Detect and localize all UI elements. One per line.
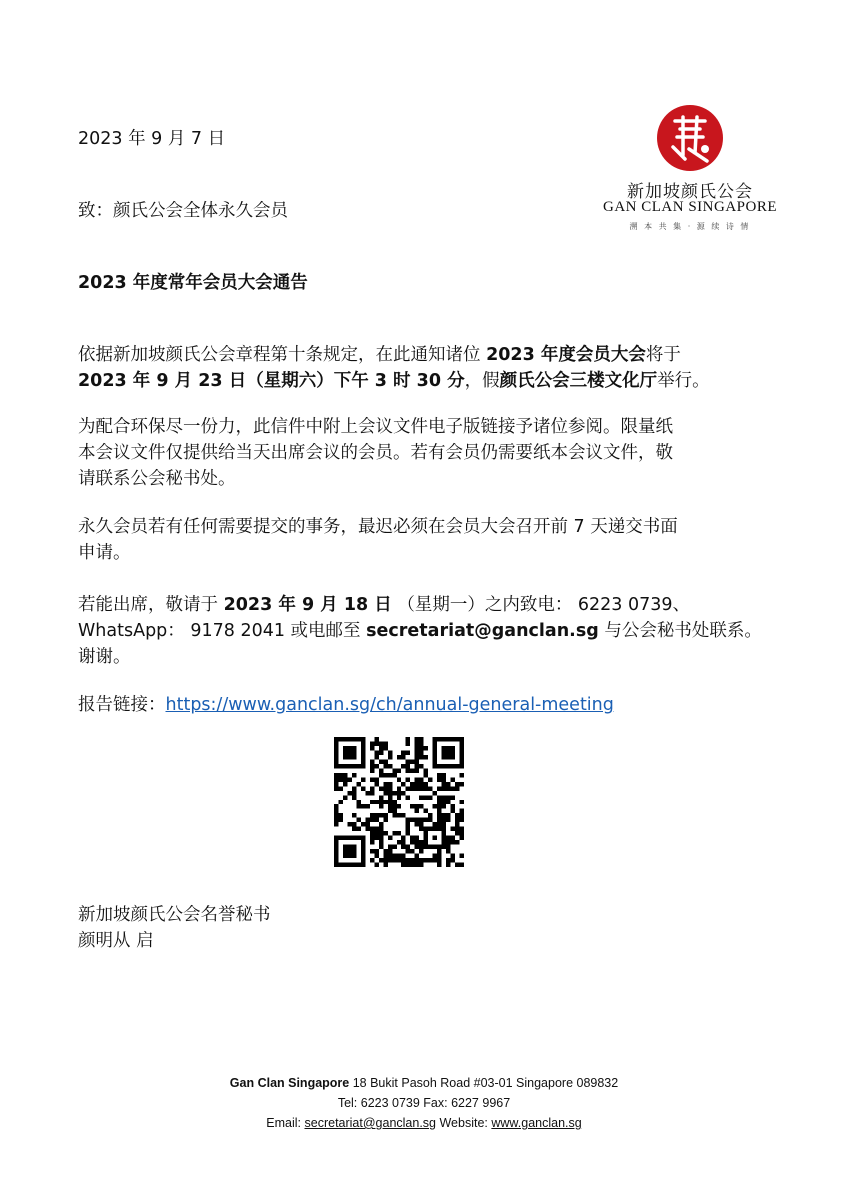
p4-d: WhatsApp： 9178 2041 或电邮至 <box>78 621 367 641</box>
p4-b: 2023 年 9 月 18 日 <box>223 595 392 615</box>
p4-line1 <box>78 592 778 618</box>
p1-e: ，假 <box>464 371 500 391</box>
p1-line2 <box>78 368 778 394</box>
report-link-label: 报告链接： <box>78 695 166 715</box>
p2-l3: 请联系公会秘书处。 <box>78 469 236 489</box>
p1-a: 依据新加坡颜氏公会章程第十条规定，在此通知诸位 <box>78 345 487 365</box>
report-link-line <box>78 692 614 718</box>
footer-email-link[interactable]: secretariat@ganclan.sg <box>304 1116 437 1130</box>
p4-line2 <box>78 618 778 644</box>
p3-l2: 申请。 <box>78 543 131 563</box>
letter-recipient: 致：颜氏公会全体永久会员 <box>78 201 288 221</box>
p1-line1 <box>78 342 778 368</box>
p1-c: 将于 <box>645 345 681 365</box>
p1-d: 2023 年 9 月 23 日（星期六）下午 3 时 30 分 <box>78 371 465 391</box>
logo <box>600 95 780 245</box>
p1-b: 2023 年度会员大会 <box>486 345 646 365</box>
p1-g: 举行。 <box>657 371 710 391</box>
footer-tel-fax: Tel: 6223 0739 Fax: 6227 9967 <box>337 1096 511 1110</box>
logo-name-en: GAN CLAN SINGAPORE <box>602 199 777 215</box>
logo-name-zh: 新加坡颜氏公会 <box>627 182 753 202</box>
paragraph-eco <box>78 414 778 492</box>
signature-name: 颜明从 启 <box>78 931 154 951</box>
footer-address: 18 Bukit Pasoh Road #03-01 Singapore 089832 <box>349 1076 619 1090</box>
footer-website-label: Website: <box>436 1116 492 1130</box>
p4-c: （星期一）之内致电： 6223 0739、 <box>391 595 691 615</box>
letter-subject: 2023 年度常年会员大会通告 <box>78 273 308 293</box>
report-link[interactable]: https://www.ganclan.sg/ch/annual-general-meeting <box>165 695 614 715</box>
footer-address-line <box>0 1074 848 1093</box>
p4-thanks: 谢谢。 <box>78 647 131 667</box>
p1-f: 颜氏公会三楼文化厅 <box>499 371 658 391</box>
paragraph-agm-notice <box>78 342 778 394</box>
p4-email: secretariat@ganclan.sg <box>366 621 599 641</box>
seal-logo-icon <box>655 103 725 173</box>
p2-l1: 为配合环保尽一份力，此信件中附上会议文件电子版链接予诸位参阅。限量纸 <box>78 417 673 437</box>
footer-org: Gan Clan Singapore <box>229 1076 350 1090</box>
letter-date: 2023 年 9 月 7 日 <box>78 129 226 149</box>
qr-code-icon[interactable] <box>334 737 464 867</box>
p2-l2: 本会议文件仅提供给当天出席会议的会员。若有会员仍需要纸本会议文件，敬 <box>78 443 673 463</box>
p3-l1: 永久会员若有任何需要提交的事务，最迟必须在会员大会召开前 7 天递交书面 <box>78 517 678 537</box>
logo-tagline: 溯 本 共 集 · 源 续 诗 情 <box>629 222 751 231</box>
footer-email-label: Email: <box>266 1116 305 1130</box>
paragraph-rsvp <box>78 592 778 670</box>
signature-title: 新加坡颜氏公会名誉秘书 <box>78 905 271 925</box>
p4-f: 与公会秘书处联系。 <box>598 621 762 641</box>
footer-contact-line <box>0 1114 848 1133</box>
footer-website-link[interactable]: www.ganclan.sg <box>491 1116 582 1130</box>
p4-a: 若能出席，敬请于 <box>78 595 224 615</box>
paragraph-submission <box>78 514 778 566</box>
